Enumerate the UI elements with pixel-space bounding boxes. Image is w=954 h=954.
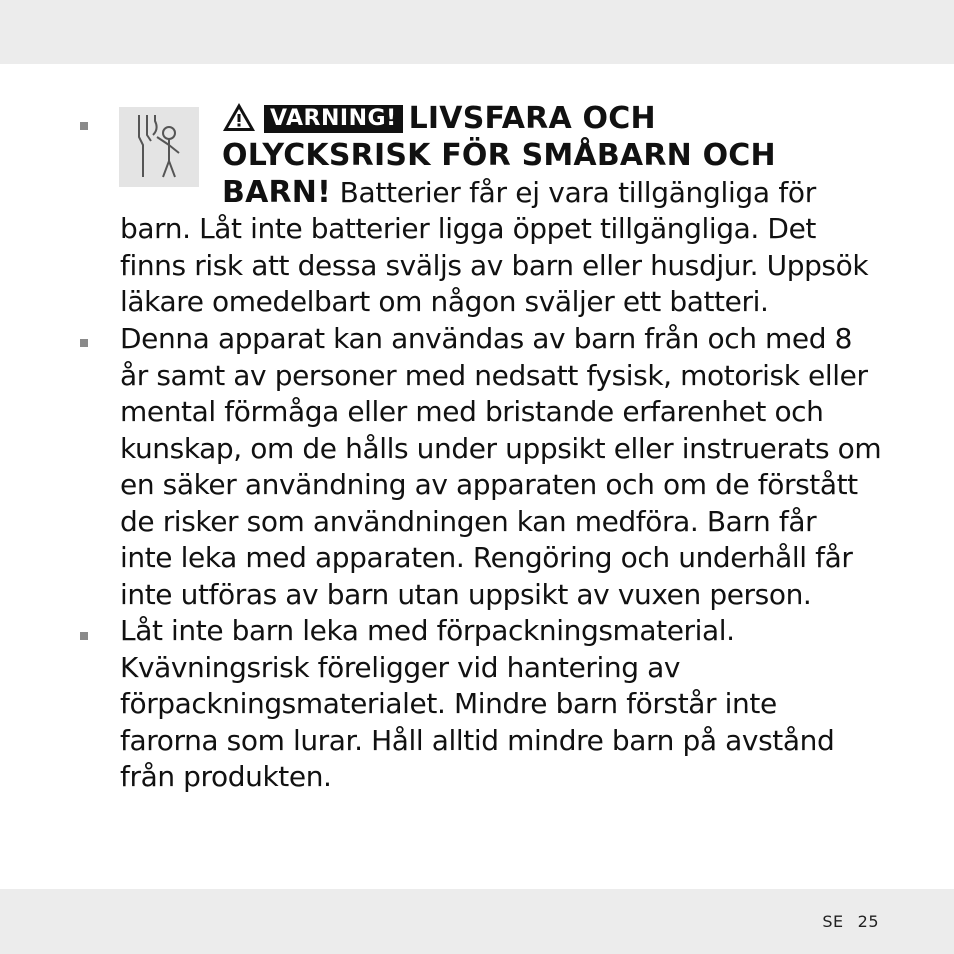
heading-text-1: LIVSFARA OCH [408, 101, 656, 136]
heading-barn: BARN! [222, 175, 331, 210]
text-line: från produkten. [120, 760, 332, 793]
bottom-band [0, 889, 954, 954]
language-code: SE [822, 912, 844, 931]
text-line: förpackningsmaterialet. Mindre barn förstår inte [120, 687, 777, 720]
text-line: finns risk att dessa sväljs av barn eller husdjur. Uppsök [120, 248, 869, 282]
square-bullet-icon [80, 632, 88, 640]
warning-tag: VARNING! [264, 105, 403, 133]
text-line: kunskap, om de hålls under uppsikt eller instruerats om [120, 431, 882, 465]
top-band [0, 0, 954, 64]
barn-line [222, 174, 816, 211]
text-line: inte leka med apparaten. Rengöring och underhåll får [120, 541, 853, 574]
page-footer [822, 912, 879, 931]
square-bullet-icon [80, 339, 88, 347]
section-2-body [120, 321, 881, 613]
warning-triangle-icon [222, 102, 256, 132]
child-safety-icon [119, 107, 199, 187]
text-line: läkare omedelbart om någon sväljer ett batteri. [120, 285, 769, 318]
text-line: Denna apparat kan användas av barn från och med 8 [120, 322, 853, 355]
text-line: år samt av personer med nedsatt fysisk, motorisk eller [120, 358, 868, 392]
text-line: farorna som lurar. Håll alltid mindre barn på avstånd [120, 723, 835, 757]
page-number: 25 [857, 912, 879, 931]
section-1-body [120, 211, 868, 321]
text-line: de risker som användningen kan medföra. Barn får [120, 504, 817, 538]
warning-heading [222, 100, 776, 174]
text-line: Kvävningsrisk föreligger vid hantering av [120, 650, 681, 684]
text-line: barn. Låt inte batterier ligga öppet tillgängliga. Det [120, 212, 816, 245]
text-line: en säker användning av apparaten och om de förstått [120, 468, 858, 501]
text-line: inte utföras av barn utan uppsikt av vuxen person. [120, 577, 812, 611]
text-line: Låt inte barn leka med förpackningsmaterial. [120, 614, 735, 647]
square-bullet-icon [80, 122, 88, 130]
section-1-line-intro: Batterier får ej vara tillgängliga för [330, 176, 816, 209]
heading-line-1 [222, 100, 776, 137]
section-3-body [120, 613, 834, 796]
heading-line-2: OLYCKSRISK FÖR SMÅBARN OCH [222, 138, 776, 173]
child-safety-svg [119, 107, 199, 187]
text-line: mental förmåga eller med bristande erfarenhet och [120, 395, 824, 428]
